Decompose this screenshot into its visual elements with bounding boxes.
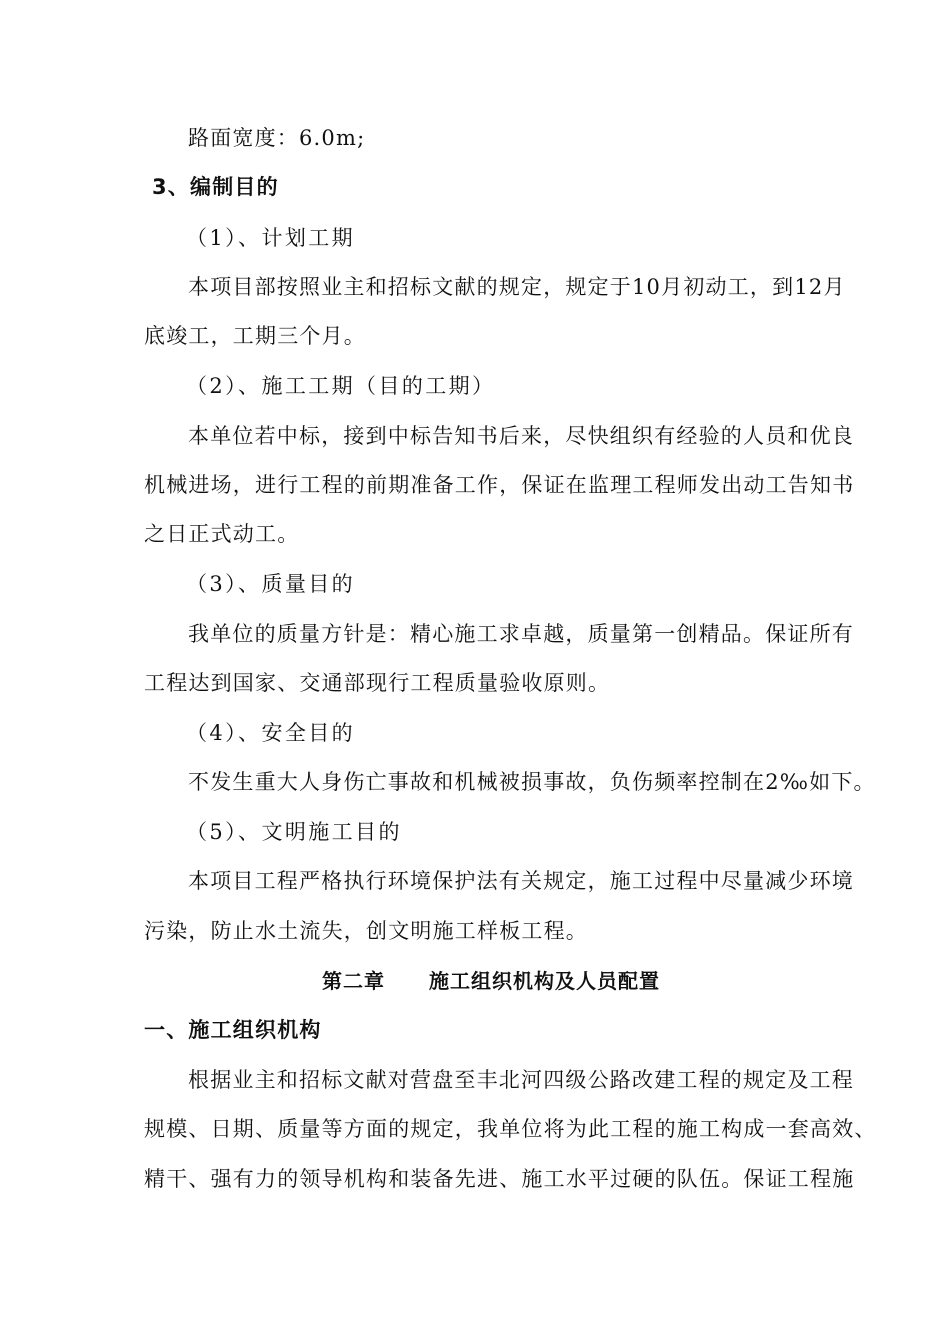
chapter-number: 第二章 <box>322 969 385 993</box>
section-heading-purpose: 3、编制目的 <box>152 175 279 199</box>
subheading-quality-target: （3）、质量目的 <box>186 572 356 596</box>
subheading-planned-schedule: （1）、计划工期 <box>186 226 356 250</box>
subheading-safety-target: （4）、安全目的 <box>186 721 356 745</box>
paragraph-line: 之日正式动工。 <box>144 522 300 546</box>
paragraph-line: 工程达到国家、交通部现行工程质量验收原则。 <box>144 671 611 695</box>
paragraph-line: 根据业主和招标文献对营盘至丰北河四级公路改建工程的规定及工程 <box>188 1068 854 1092</box>
paragraph-line: 污染，防止水土流失，创文明施工样板工程。 <box>144 919 588 943</box>
paragraph-line: 本单位若中标，接到中标告知书后来，尽快组织有经验的人员和优良 <box>188 424 854 448</box>
section-heading-organization: 一、施工组织机构 <box>144 1018 322 1042</box>
paragraph-line: 机械进场，进行工程的前期准备工作，保证在监理工程师发出动工告知书 <box>144 473 855 497</box>
paragraph-line: 规模、日期、质量等方面的规定，我单位将为此工程的施工构成一套高效、 <box>144 1117 877 1141</box>
chapter-title: 施工组织机构及人员配置 <box>429 969 660 993</box>
subheading-civilized-construction: （5）、文明施工目的 <box>186 820 402 844</box>
paragraph-line: 本项目工程严格执行环境保护法有关规定，施工过程中尽量减少环境 <box>188 869 854 893</box>
paragraph-line: 精干、强有力的领导机构和装备先进、施工水平过硬的队伍。保证工程施 <box>144 1167 855 1191</box>
paragraph-line: 不发生重大人身伤亡事故和机械被损事故，负伤频率控制在2‰如下。 <box>188 770 876 794</box>
paragraph-line: 我单位的质量方针是：精心施工求卓越，质量第一创精品。保证所有 <box>188 622 854 646</box>
subheading-construction-schedule: （2）、施工工期（目的工期） <box>186 374 496 398</box>
chapter-heading <box>322 967 660 995</box>
paragraph-line: 底竣工，工期三个月。 <box>144 324 366 348</box>
paragraph-line: 本项目部按照业主和招标文献的规定，规定于10月初动工，到12月 <box>188 275 846 299</box>
text-road-width: 路面宽度：6.0m; <box>188 126 366 150</box>
